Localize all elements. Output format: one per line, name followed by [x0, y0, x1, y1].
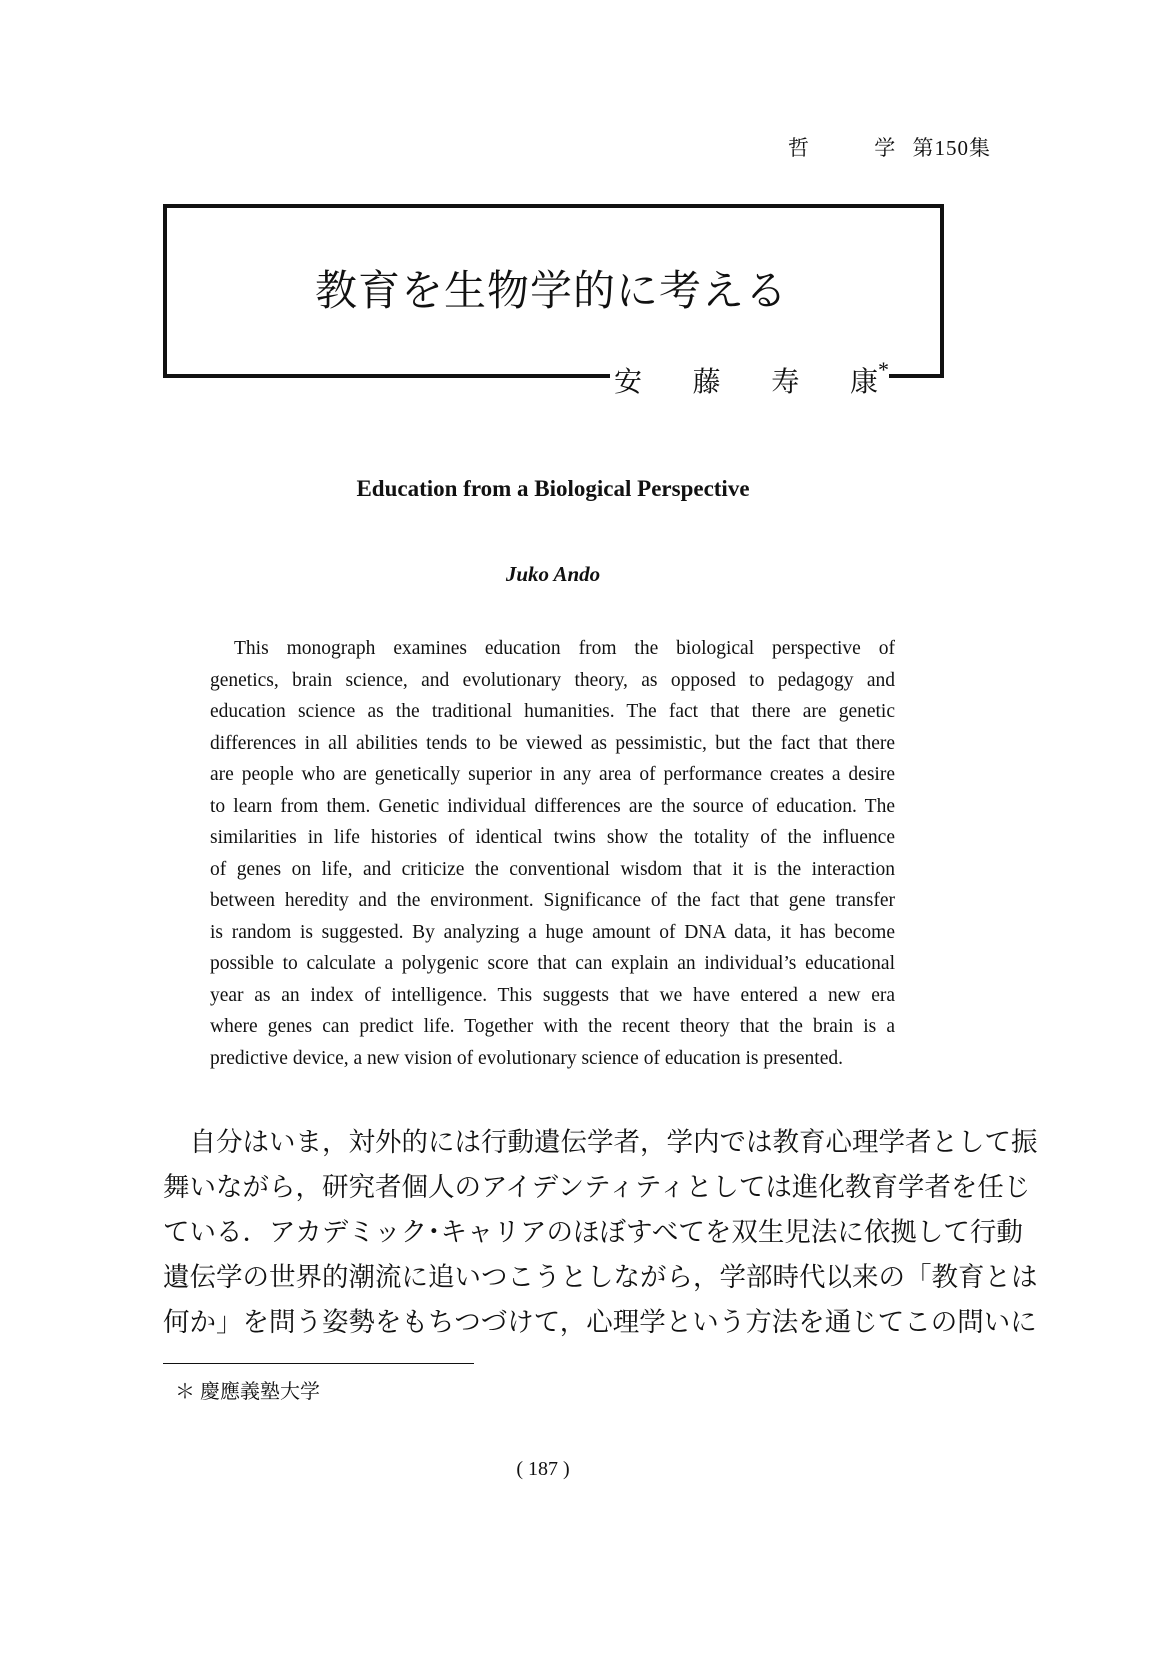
text-line: are people who are genetically superior in any area of performance creates a desire: [210, 764, 895, 785]
journal-header: [788, 132, 991, 162]
text-line: year as an index of intelligence. This suggests that we have entered a new era: [210, 984, 895, 1006]
text-line: This monograph examines education from the biological perspective of: [234, 638, 895, 659]
text-line: where genes can predict life. Together with the recent theory that the brain is a: [210, 1016, 895, 1037]
text-line: similarities in life histories of identical twins show the totality of the influence: [210, 827, 895, 848]
text-line: 舞いながら，研究者個人のアイデンティティとしては進化教育学者を任じ: [163, 1172, 1031, 1202]
author-char-last: 康: [849, 367, 878, 398]
author-japanese: [614, 356, 889, 400]
journal-char: 哲: [788, 136, 810, 160]
author-char: [849, 356, 889, 400]
page-number: ( 187 ): [516, 1458, 570, 1480]
journal-char: 学: [874, 136, 897, 160]
title-frame-rule: [163, 374, 610, 378]
text-line: is random is suggested. By analyzing a huge amount of DNA data, it has become: [210, 921, 895, 943]
text-line: ている．アカデミック･キャリアのほぼすべてを双生児法に依拠して行動: [163, 1217, 1023, 1247]
author-char: 寿: [771, 367, 800, 398]
text-line: differences in all abilities tends to be viewed as pessimistic, but the fact that there: [210, 732, 895, 754]
text-line: 何か」を問う姿勢をもちつづけて，心理学という方法を通じてこの問いに: [163, 1307, 1037, 1337]
footnote-rule: [163, 1363, 474, 1364]
text-line: genetics, brain science, and evolutionary theory, as opposed to pedagogy and: [210, 669, 895, 691]
text-line: between heredity and the environment. Significance of the fact that gene transfer: [210, 890, 895, 911]
text-line: education science as the traditional humanities. The fact that there are genetic: [210, 701, 895, 722]
title-japanese: 教育を生物学的に考える: [314, 269, 788, 315]
text-line: 遺伝学の世界的潮流に追いつこうとしながら，学部時代以来の「教育とは: [163, 1262, 1038, 1292]
title-english: Education from a Biological Perspective: [356, 476, 750, 501]
author-char: 安: [614, 367, 643, 398]
footnote-mark: *: [877, 356, 889, 382]
text-line: predictive device, a new vision of evolutionary science of education is presented.: [210, 1047, 843, 1069]
abstract: [210, 633, 895, 1074]
text-line: 自分はいま，対外的には行動遺伝学者，学内では教育心理学者として振: [163, 1127, 1038, 1157]
text-line: to learn from them. Genetic individual differences are the source of education. The: [210, 795, 895, 817]
footnote: ＊ 慶應義塾大学: [175, 1381, 320, 1403]
body-text: [163, 1120, 1038, 1345]
title-frame-rule: [889, 374, 940, 378]
text-line: of genes on life, and criticize the conventional wisdom that it is the interaction: [210, 858, 895, 880]
author-english: Juko Ando: [505, 562, 601, 586]
journal-issue: 第150集: [912, 136, 991, 160]
author-char: 藤: [692, 367, 721, 398]
text-line: possible to calculate a polygenic score that can explain an individual’s educational: [210, 953, 895, 974]
